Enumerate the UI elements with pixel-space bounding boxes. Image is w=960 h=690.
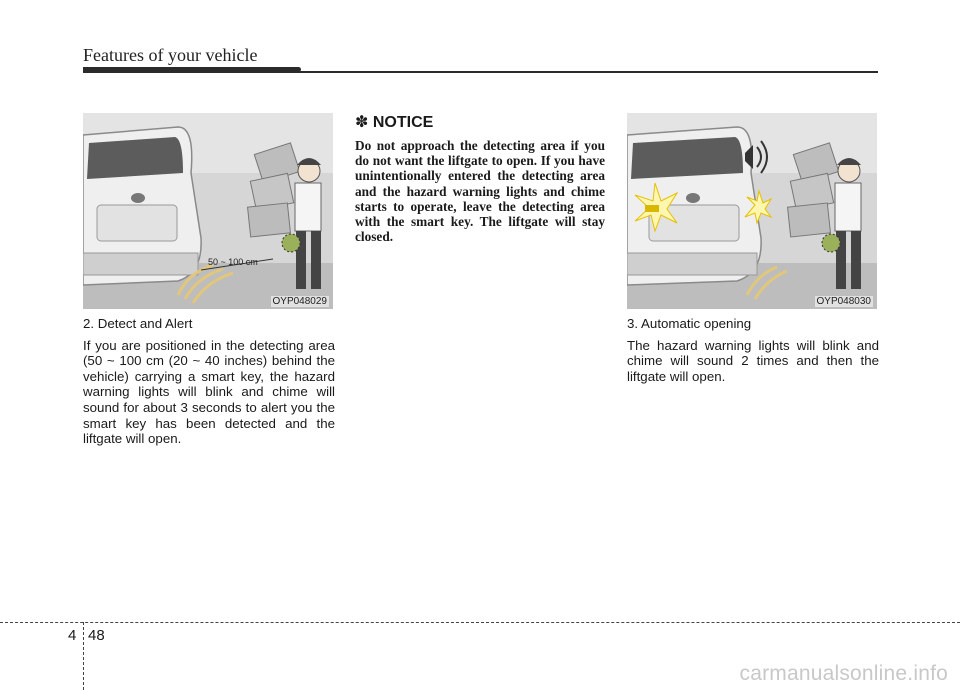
- step-body: The hazard warning lights will blink and chime will sound 2 times and then the liftgate will open.: [627, 337, 879, 384]
- step-heading: 3. Automatic opening: [627, 316, 752, 331]
- figure-code: OYP048029: [272, 296, 327, 307]
- step-body: If you are positioned in the detecting area (50 ~ 100 cm (20 ~ 40 inches) behind the vehicle) carrying a smart key, the hazard warning lights will blink and chime will sound for about 3 seconds to alert you the smart key has been detected and the liftgate will open.: [83, 337, 335, 447]
- figure-code: OYP048030: [816, 296, 871, 307]
- detect-alert-illustration: [83, 113, 333, 309]
- automatic-opening-section: [627, 316, 879, 391]
- page-number: 48: [88, 627, 105, 644]
- footer-rule: [0, 622, 960, 623]
- footer-divider: [83, 622, 84, 690]
- chapter-number: 4: [68, 627, 77, 644]
- notice-box: [355, 112, 605, 244]
- automatic-opening-illustration: [627, 113, 877, 309]
- watermark: carmanualsonline.info: [739, 662, 948, 685]
- automatic-opening-drawing: [627, 113, 877, 309]
- page-header-title: Features of your vehicle: [83, 45, 258, 65]
- detect-alert-section: [83, 316, 335, 454]
- distance-label: 50 ~ 100 cm: [208, 257, 258, 267]
- notice-title: ✽ NOTICE: [355, 114, 434, 131]
- step-heading: 2. Detect and Alert: [83, 316, 193, 331]
- notice-body: Do not approach the detecting area if you do not want the liftgate to open. If you have unintentionally entered the detecting area and the hazard warning lights and chime starts to operate, leave the detecting area with the smart key. The liftgate will stay closed.: [355, 138, 605, 245]
- header-rule-thin: [83, 71, 878, 73]
- detect-alert-drawing: [83, 113, 333, 309]
